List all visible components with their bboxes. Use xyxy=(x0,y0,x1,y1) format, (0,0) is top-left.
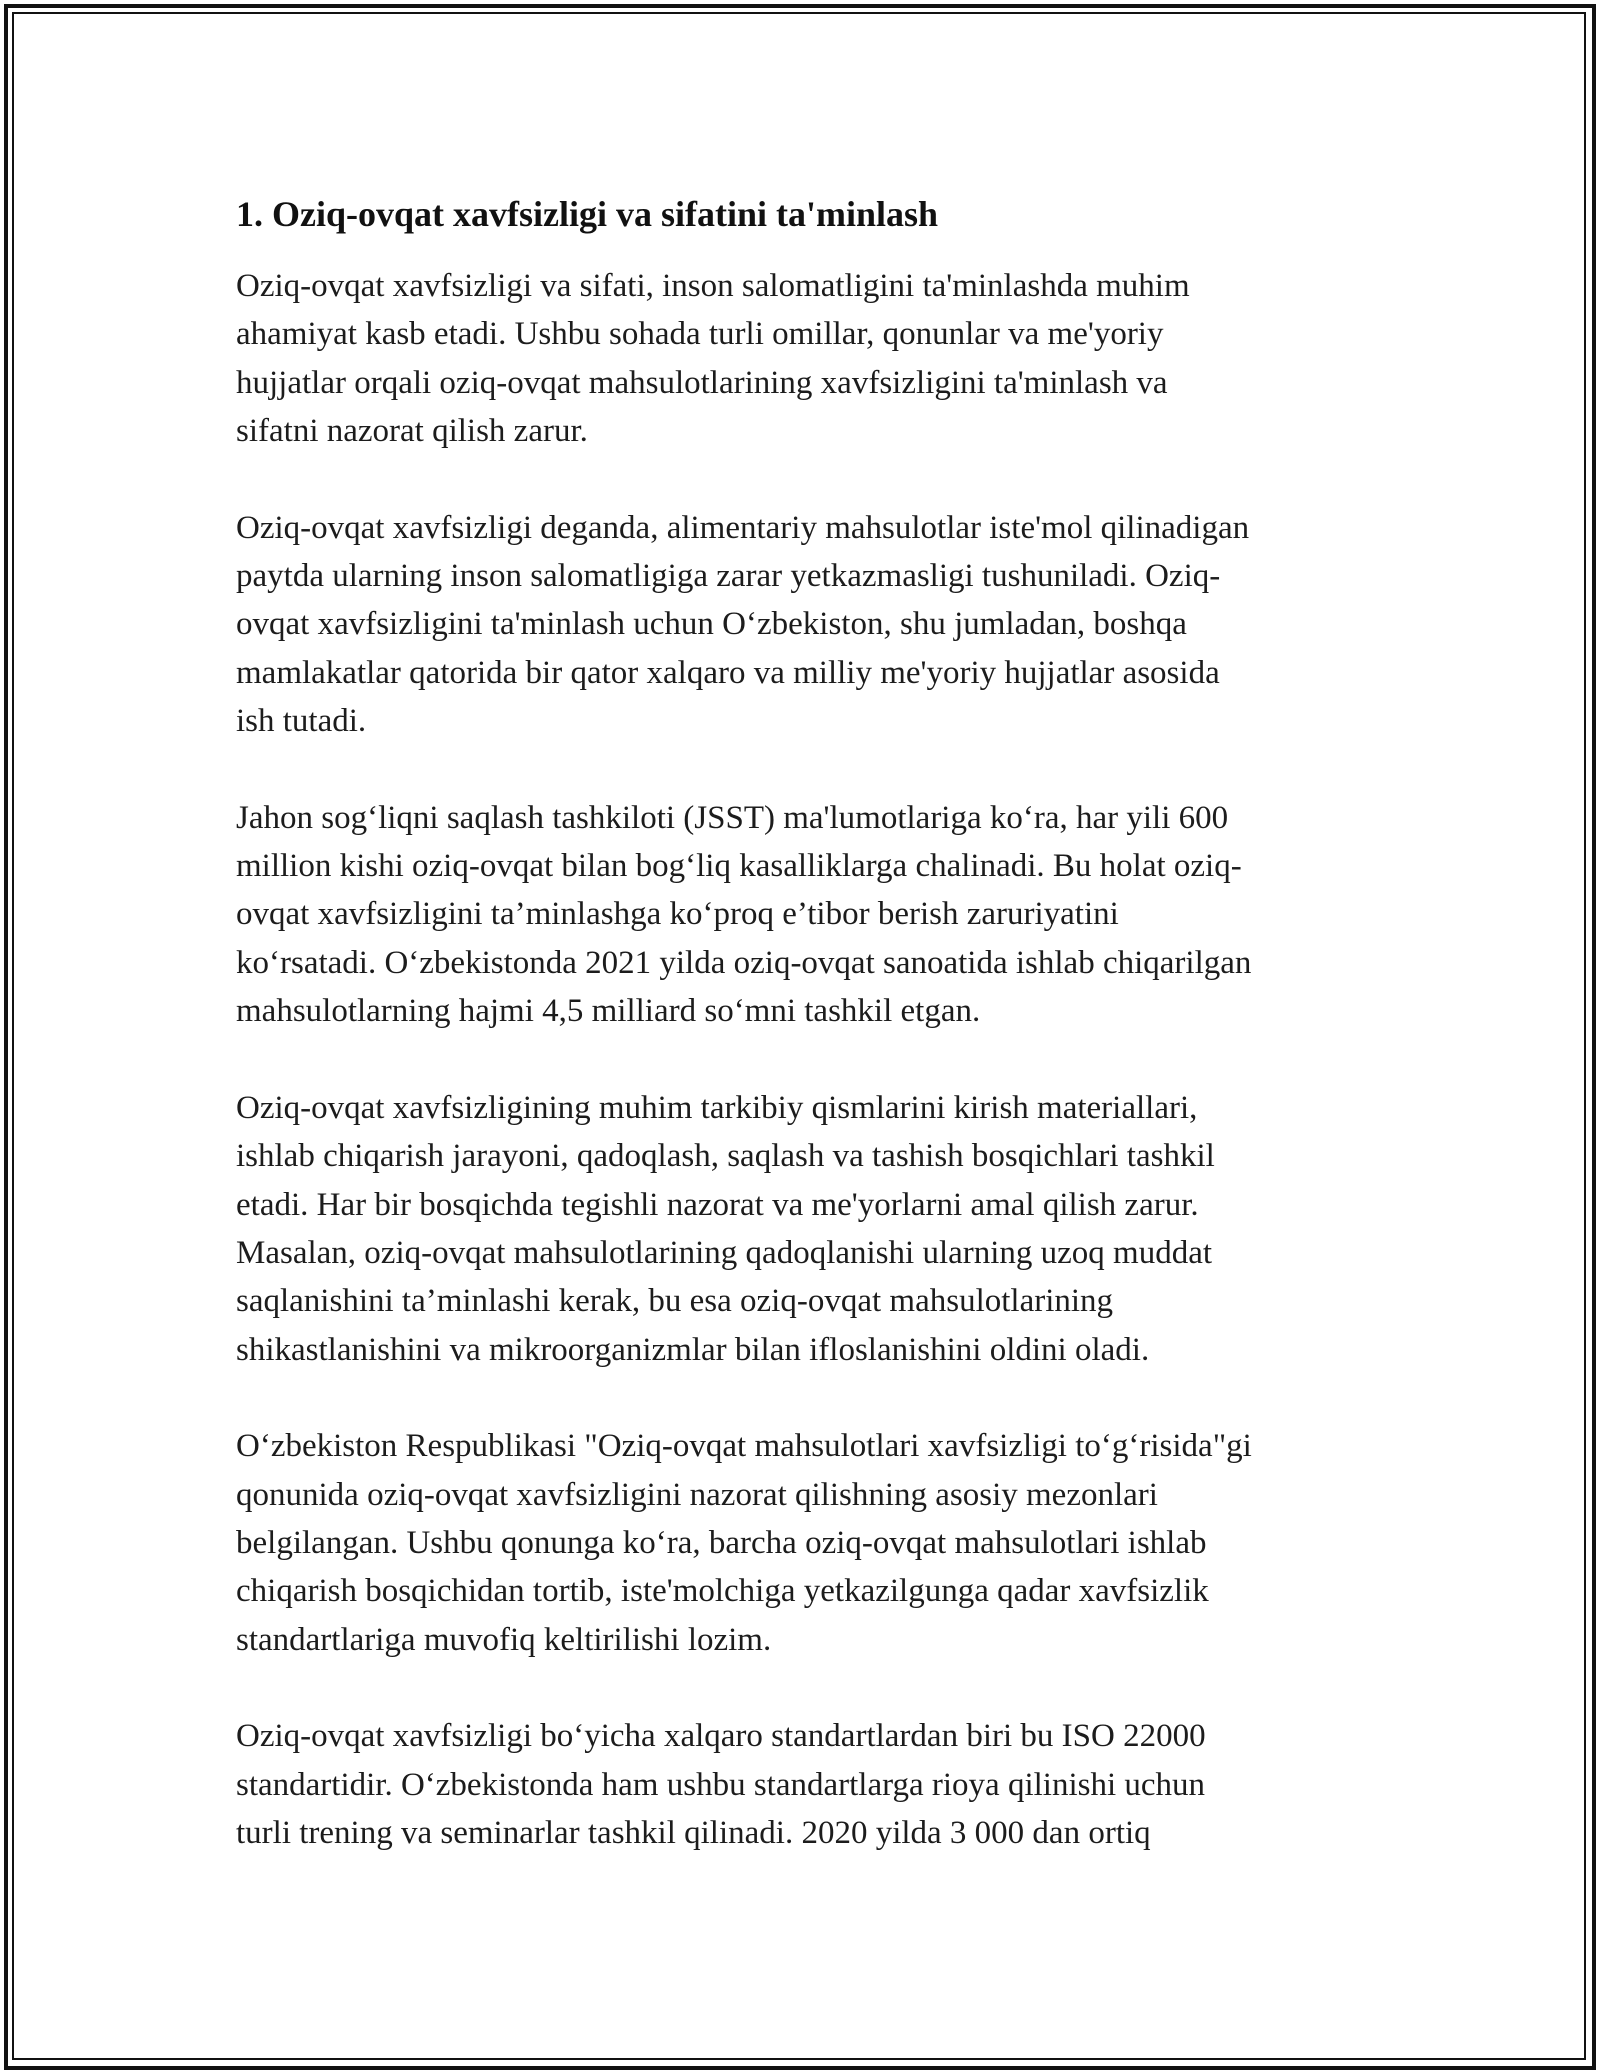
text-line: mamlakatlar qatorida bir qator xalqaro va milliy me'yoriy hujjatlar asosida xyxy=(236,654,1220,691)
text-line: qonunida oziq-ovqat xavfsizligini nazorat qilishning asosiy mezonlari xyxy=(236,1476,1158,1513)
text-line: mahsulotlarning hajmi 4,5 milliard so‘mni tashkil etgan. xyxy=(236,993,981,1030)
text-line: ko‘rsatadi. O‘zbekistonda 2021 yilda oziq-ovqat sanoatida ishlab chiqarilgan xyxy=(236,944,1252,981)
text-line: paytda ularning inson salomatligiga zarar yetkazmasligi tushuniladi. Oziq- xyxy=(236,558,1221,595)
text-line: hujjatlar orqali oziq-ovqat mahsulotlarining xavfsizligini ta'minlash va xyxy=(236,364,1168,401)
text-line: Masalan, oziq-ovqat mahsulotlarining qadoqlanishi ularning uzoq muddat xyxy=(236,1234,1213,1271)
text-line: ahamiyat kasb etadi. Ushbu sohada turli omillar, qonunlar va me'yoriy xyxy=(236,316,1164,353)
paragraph-6 xyxy=(236,1712,1386,1857)
paragraph-2 xyxy=(236,504,1386,746)
text-line: chiqarish bosqichidan tortib, iste'molchiga yetkazilgunga qadar xavfsizlik xyxy=(236,1573,1209,1610)
paragraph-1 xyxy=(236,262,1386,456)
text-line: ish tutadi. xyxy=(236,703,367,740)
text-line: Jahon sog‘liqni saqlash tashkiloti (JSST) ma'lumotlariga ko‘ra, har yili 600 xyxy=(236,799,1229,836)
section-heading: 1. Oziq-ovqat xavfsizligi va sifatini ta'minlash xyxy=(236,194,939,234)
paragraph-5 xyxy=(236,1422,1386,1664)
paragraph-4 xyxy=(236,1084,1386,1374)
text-line: shikastlanishini va mikroorganizmlar bilan ifloslanishini oldini oladi. xyxy=(236,1331,1150,1368)
document-body xyxy=(236,188,1386,1905)
text-line: ovqat xavfsizligini ta'minlash uchun O‘zbekiston, shu jumladan, boshqa xyxy=(236,606,1187,643)
text-line: standartlariga muvofiq keltirilishi lozim. xyxy=(236,1621,772,1658)
text-line: belgilangan. Ushbu qonunga ko‘ra, barcha oziq-ovqat mahsulotlari ishlab xyxy=(236,1524,1207,1561)
text-line: O‘zbekiston Respublikasi "Oziq-ovqat mahsulotlari xavfsizligi to‘g‘risida"gi xyxy=(236,1428,1252,1465)
text-line: million kishi oziq-ovqat bilan bog‘liq kasalliklarga chalinadi. Bu holat oziq- xyxy=(236,848,1242,885)
text-line: ovqat xavfsizligini ta’minlashga ko‘proq e’tibor berish zaruriyatini xyxy=(236,896,1119,933)
text-line: Oziq-ovqat xavfsizligi bo‘yicha xalqaro standartlardan biri bu ISO 22000 xyxy=(236,1718,1206,1755)
text-line: standartidir. O‘zbekistonda ham ushbu standartlarga rioya qilinishi uchun xyxy=(236,1766,1206,1803)
text-line: saqlanishini ta’minlashi kerak, bu esa oziq-ovqat mahsulotlarining xyxy=(236,1283,1114,1320)
text-line: ishlab chiqarish jarayoni, qadoqlash, saqlash va tashish bosqichlari tashkil xyxy=(236,1138,1215,1175)
text-line: Oziq-ovqat xavfsizligi va sifati, inson salomatligini ta'minlashda muhim xyxy=(236,268,1190,304)
paragraph-3 xyxy=(236,794,1386,1036)
text-line: turli trening va seminarlar tashkil qilinadi. 2020 yilda 3 000 dan ortiq xyxy=(236,1814,1151,1851)
text-line: etadi. Har bir bosqichda tegishli nazorat va me'yorlarni amal qilish zarur. xyxy=(236,1186,1199,1223)
text-line: Oziq-ovqat xavfsizligining muhim tarkibiy qismlarini kirish materiallari, xyxy=(236,1089,1198,1126)
text-line: Oziq-ovqat xavfsizligi deganda, alimentariy mahsulotlar iste'mol qilinadigan xyxy=(236,509,1250,546)
text-line: sifatni nazorat qilish zarur. xyxy=(236,413,588,450)
